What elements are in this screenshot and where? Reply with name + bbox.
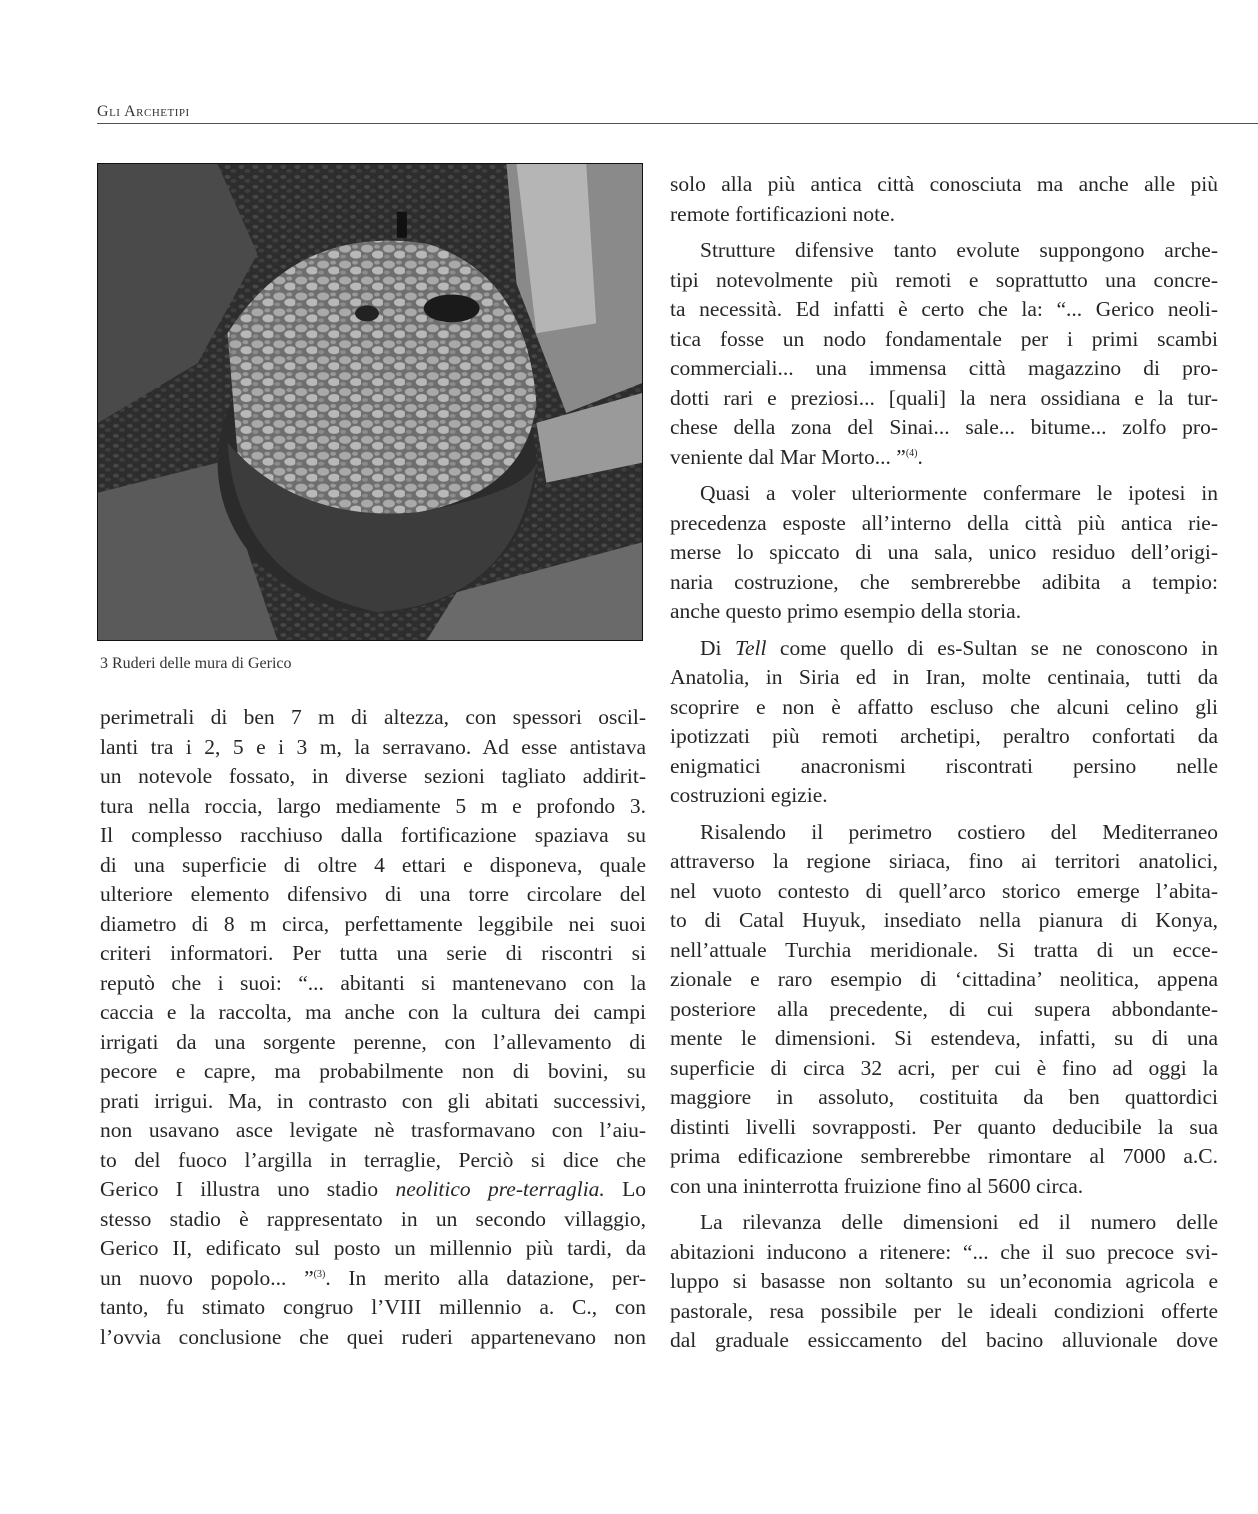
text-line: di una superficie di oltre 4 ettari e disponeva, quale (100, 852, 646, 877)
text-line (100, 1175, 646, 1205)
text-line: to di Catal Huyuk, insediato nella pianura di Konya, (670, 908, 1218, 932)
text-run: veniente dal Mar Morto... ” (670, 444, 906, 469)
text-line: anche questo primo esempio della storia. (670, 599, 1022, 623)
text-line: stesso stadio è rappresentato in un secondo villaggio, (100, 1206, 646, 1231)
text-line: abitazioni inducono a ritenere: “... che il suo precoce svi- (670, 1239, 1218, 1264)
text-run: Gerico I illustra uno stadio (100, 1177, 396, 1201)
text-line: nel vuoto contesto di quell’arco storico emerge l’abita- (670, 878, 1218, 903)
text-line: Gerico II, edificato sul posto un millennio più tardi, da (100, 1236, 646, 1260)
text-line: non usavano asce levigate nè trasformavano con l’aiu- (100, 1118, 646, 1142)
text-line: Quasi a voler ulteriormente confermare le ipotesi in (700, 481, 1218, 505)
text-run: un nuovo popolo... ” (100, 1265, 314, 1290)
text-line: zionale e raro esempio di ‘cittadina’ neolitica, appena (670, 967, 1218, 991)
text-line: commerciali... una immensa città magazzino di pro- (670, 356, 1218, 380)
text-line: to del fuoco l’argilla in terraglie, Perciò si dice che (100, 1147, 646, 1172)
text-line: un notevole fossato, in diverse sezioni tagliato addirit- (100, 764, 646, 788)
text-run: . In merito alla datazione, per- (325, 1265, 646, 1290)
text-line (100, 1264, 646, 1294)
text-line: ipotizzati più remoti archetipi, peraltro confortati da (670, 724, 1218, 748)
text-line: caccia e la raccolta, ma anche con la cultura dei campi (100, 1000, 646, 1024)
text-line: costruzioni egizie. (670, 783, 828, 807)
text-line: prima edificazione sembrerebbe rimontare al 7000 a.C. (670, 1144, 1218, 1168)
italic-term: Tell (734, 635, 767, 660)
text-line: maggiore in assoluto, costituita da ben quattordici (670, 1085, 1218, 1109)
header-rule (97, 123, 1258, 124)
text-line: merse lo spiccato di una sala, unico residuo dell’origi- (670, 540, 1218, 564)
figure-caption: 3 Ruderi delle mura di Gerico (100, 655, 292, 672)
text-line: luppo si basasse non soltanto su un’economia agricola e (670, 1269, 1218, 1293)
text-line: Il complesso racchiuso dalla fortificazione spaziava su (100, 823, 646, 847)
right-column-text (670, 170, 1218, 1356)
footnote-ref: (3) (313, 1268, 326, 1280)
text-line: lanti tra i 2, 5 e i 3 m, la serravano. Ad esse antistava (100, 734, 646, 759)
text-line (670, 634, 1218, 664)
text-line: ulteriore elemento difensivo di una torre circolare del (100, 882, 646, 906)
text-line (670, 443, 1218, 473)
left-column-text (100, 703, 646, 1352)
text-line: dotti rari e preziosi... [quali] la nera ossidiana e la tur- (670, 385, 1218, 410)
text-line: superficie di circa 32 acri, per cui è fino ad oggi la (670, 1055, 1218, 1080)
text-line: criteri informatori. Per tutta una serie di riscontri si (100, 941, 646, 965)
text-line: scoprire e non è affatto escluso che alcuni celino gli (670, 694, 1218, 719)
text-line: prati irrigui. Ma, in contrasto con gli abitati successivi, (100, 1088, 646, 1113)
text-run: . (917, 444, 923, 469)
text-line: Anatolia, in Siria ed in Iran, molte centinaia, tutti da (670, 665, 1218, 689)
header-word-1: li (109, 103, 121, 120)
text-run: Di (700, 635, 735, 660)
text-line: irrigati da una sorgente perenne, con l’allevamento di (100, 1029, 646, 1054)
text-line: ta necessità. Ed infatti è certo che la: “... Gerico neoli- (670, 297, 1218, 321)
text-line: nell’attuale Turchia meridionale. Si tratta di un ecce- (670, 937, 1218, 962)
text-line: La rilevanza delle dimensioni ed il numero delle (700, 1210, 1218, 1234)
text-line: perimetrali di ben 7 m di altezza, con spessori oscil- (100, 705, 646, 729)
text-line: tipi notevolmente più remoti e soprattutto una concre- (670, 267, 1218, 292)
text-line: Strutture difensive tanto evolute suppongono arche- (700, 238, 1218, 262)
text-line: pecore e capre, ma probabilmente non di bovini, su (100, 1059, 646, 1083)
text-line: naria costruzione, che sembrerebbe adibita a tempio: (670, 569, 1218, 594)
figure-photo-jericho-ruins (97, 163, 643, 641)
header-word-2: rchetipi (136, 103, 190, 120)
text-line: con una ininterrotta fruizione fino al 5600 circa. (670, 1173, 1084, 1198)
text-line: distinti livelli sovrapposti. Per quanto deducibile la sua (670, 1114, 1218, 1139)
header-initial-2: A (124, 103, 137, 120)
text-line: tanto, fu stimato congruo l’VIII millennio a. C., con (100, 1295, 646, 1319)
text-line: diametro di 8 m circa, perfettamente leggibile nei suoi (100, 911, 646, 936)
text-run: come quello di es-Sultan se ne conoscono in (766, 635, 1218, 660)
text-line: tica fosse un nodo fondamentale per i primi scambi (670, 326, 1218, 351)
text-line: chese della zona del Sinai... sale... bitume... zolfo pro- (670, 415, 1218, 439)
text-line: tura nella roccia, largo mediamente 5 m e profondo 3. (100, 793, 646, 818)
text-line: Risalendo il perimetro costiero del Mediterraneo (700, 819, 1218, 844)
text-line: precedenza esposte all’interno della città più antica rie- (670, 510, 1218, 535)
text-line: dal graduale essiccamento del bacino alluvionale dove (670, 1328, 1218, 1352)
text-line: pastorale, resa possibile per le ideali condizioni offerte (670, 1298, 1218, 1323)
text-run: Lo (604, 1177, 646, 1201)
text-line: remote fortificazioni note. (670, 201, 896, 226)
text-line: mente le dimensioni. Si estendeva, infatti, su di una (670, 1026, 1218, 1050)
text-line: solo alla più antica città conosciuta ma anche alle più (670, 172, 1218, 196)
italic-term: neolitico pre-terraglia. (395, 1177, 605, 1201)
header-initial-1: G (97, 103, 110, 120)
text-line: enigmatici anacronismi riscontrati persino nelle (670, 753, 1218, 778)
text-line: l’ovvia conclusione che quei ruderi appartenevano non (100, 1324, 646, 1349)
footnote-ref: (4) (905, 447, 918, 459)
text-line: reputò che i suoi: “... abitanti si mantenevano con la (100, 970, 646, 995)
photo-illustration (98, 164, 642, 640)
text-line: attraverso la regione siriaca, fino ai territori anatolici, (670, 849, 1218, 873)
text-line: posteriore alla precedente, di cui supera abbondante- (670, 996, 1218, 1021)
running-header (97, 103, 190, 121)
